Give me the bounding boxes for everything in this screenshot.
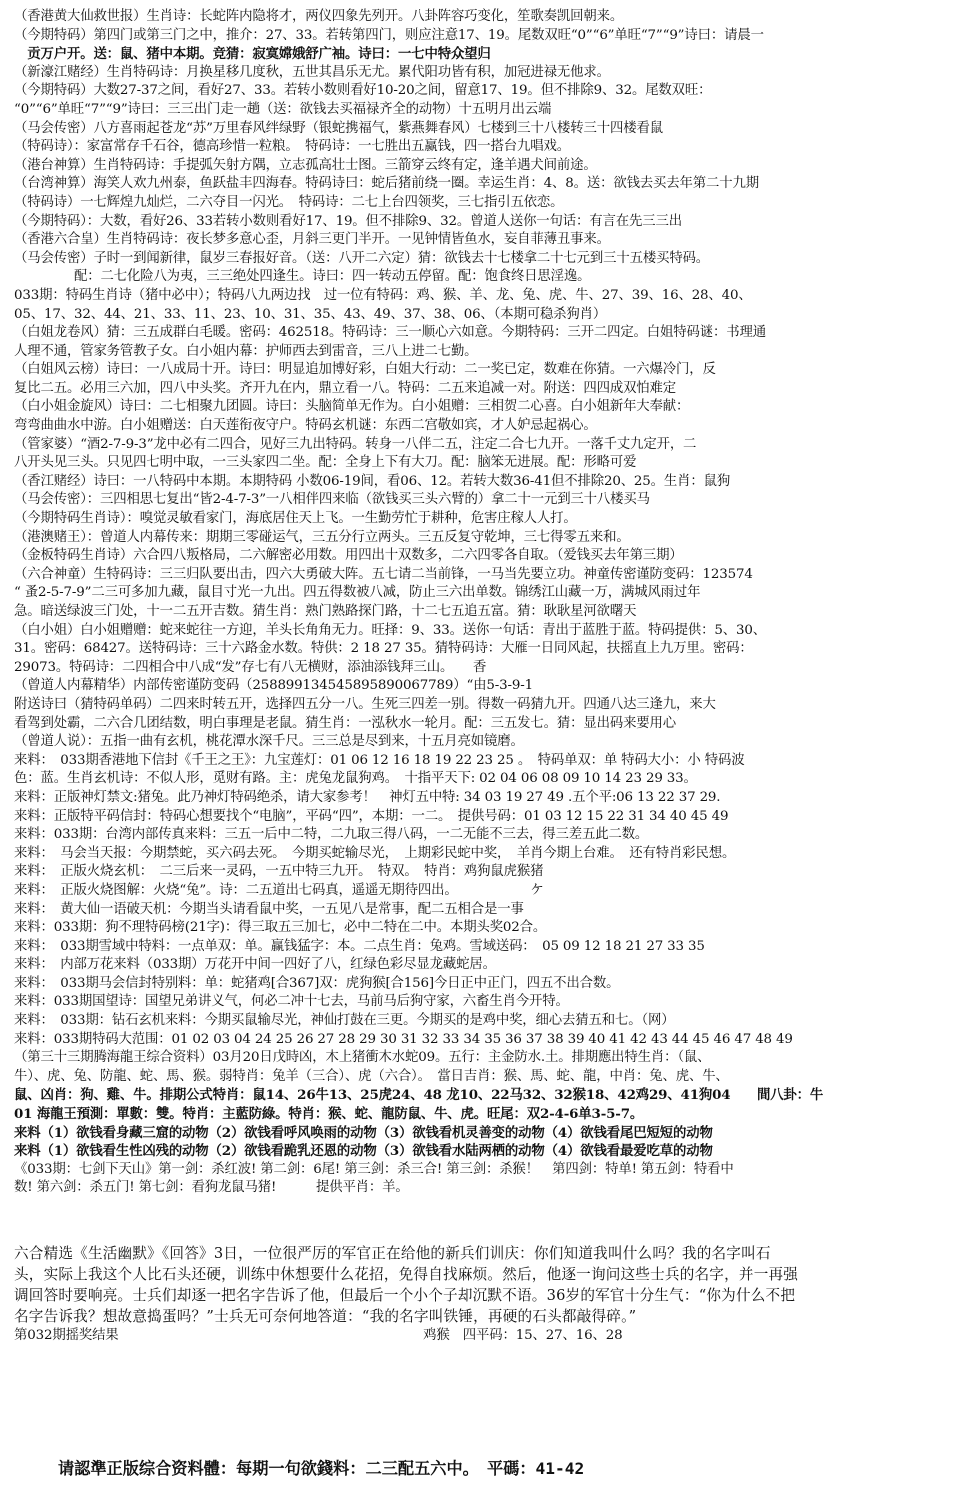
text-line: 来料： 正版火烧玄机： 二三后来一灵码，一五中特三九开。 特双。 特肖：鸡狗鼠虎猴猪 <box>14 864 544 880</box>
story-line: 六合精选《生活幽默》《回答》3日，一位很严厉的军官正在给他的新兵们训庆：你们知道我叫什么吗？我的名字叫石 <box>14 1245 771 1263</box>
text-line: （港台神算）生肖特码诗：手提弧矢射方隅，立志孤高壮士图。三箭穿云终有定，逢羊遇犬间前途。 <box>14 157 597 173</box>
text-line: （今期特码）：大数，看好26、33若转小数则看好17、19。但不排除9、32。曾道人送你一句话：有言在先三三出 <box>14 213 682 229</box>
text-line: （马会传密）：三四相思七复出“皆2-4-7-3”一八相伴四来临（欲钱买三头六臂的）拿二十一元到三十八楼买马 <box>14 492 650 508</box>
text-line: （曾道人内幕精华）内部传密谨防变码（258899134545895890067789）“由5-3-9-1 <box>14 678 533 694</box>
story-line: 调回答时要响亮。士兵们却逐一把名字告诉了他，但最后一个小个子却沉默不语。36岁的军官十分生气：“你为什么不把 <box>14 1287 796 1305</box>
text-line: 来料： 033期香港地下信封《千王之王》：九宝莲灯：01 06 12 16 18 19 22 23 25 。 特码单双：单 特码大小：小 特码波 <box>14 752 745 768</box>
text-line: （新濠江赌经）生肖特码诗：月换星移几度秋，五世其昌乐无尤。累代阳功皆有积，加冠进禄无他求。 <box>14 64 610 80</box>
text-line: 来料：033期：台湾内部传真来料：三五一后中二特，二九取三得八码，一二无能不三去，得三差五此二数。 <box>14 827 649 843</box>
text-line: （马会传密）八方喜雨起苍龙“苏”万里春风绊绿野（银蛇携福气，紫燕舞春风）七楼到三十八楼转三十四楼看鼠 <box>14 120 663 136</box>
text-line: （香港黄大仙救世报）生肖诗：长蛇阵内隐将才，两仪四象先列开。八卦阵容巧变化，笙歌奏凯回朝来。 <box>14 9 624 24</box>
text-line: （港澳赌王）：曾道人内幕传来：期期三零碰运气，三五分行立两头。三五反复守乾坤，三七得零五来和。 <box>14 529 630 545</box>
text-line: （特码诗）：家富常存千石谷，德高珍惜一粒粮。 特码诗：一七胜出五赢钱，四一搭台九唱戏。 <box>14 139 570 155</box>
main-text-column <box>14 8 968 1346</box>
text-line: 05、17、32、44、21、33、11、23、10、31、35、43、49、37、38、06、（本期可稳杀狗肖） <box>14 306 607 322</box>
text-line: （台湾神算）海笑人欢九州泰，鱼跃盐丰四海春。特码诗曰：蛇后猪前绕一圈。幸运生肖：4、8。送：欲钱去买去年第二十九期 <box>14 176 759 192</box>
text-line: 31。密码：68427。送特码诗：三十六路金水数。特供：2 18 27 35。猜特码诗：大雁一日同风起，扶摇直上九万里。密码： <box>14 641 753 657</box>
text-line: 来料：正版特平码信封：特码心想要找个“电脑”，平码“四”，本期：一二。 提供号码：01 03 12 15 22 31 34 40 45 49 <box>14 808 729 824</box>
text-line: （香江赌经）诗曰：一八特码中本期。本期特码 小数06-19间，看06、12。若转大数36-41但不排除20、25。生肖：鼠狗 <box>14 473 731 489</box>
text-line: 牛）、虎、兔、防龍、蛇、馬、猴。弱特肖：兔羊（三合）、虎（六合）。 當日吉肖：猴、馬、蛇、龍，中肖：兔、虎、牛、 <box>14 1068 729 1084</box>
text-line: 八开头见三头。只见四七明中取，一三头家四二坐。配：全身上下有大刀。配：脑笨无进展。配：形略可爱 <box>14 455 637 471</box>
text-line: 来料： 033期马会信封特别料：单：蛇猪鸡[合367]双：虎狗猴[合156]今日正中正门，四五不出合数。 <box>14 975 620 991</box>
text-line: （马会传密）子时一到闻新律，鼠岁三春报好音。（送：八开二六定）猜：欲钱去十七楼拿二十七元到三十五楼买特码。 <box>14 250 710 266</box>
text-line: “0”“6”单旺“7”“9”诗曰：三三出门走一趟（送：欲钱去买福禄齐全的动物）十五明月出云端 <box>14 101 552 117</box>
text-line: （曾道人说）：五指一曲有玄机，桃花潭水深千尺。三三总是尽到来，十五月亮如镜磨。 <box>14 734 524 750</box>
text-line: （白姐龙卷风）猜：三五成群白毛暖。密码：462518。特码诗：三一顺心六如意。今期特码：三开二四定。白姐特码谜：书理通 <box>14 325 766 341</box>
text-line: 01 海龍王預測：單數：雙。特肖：主藍防綠。特肖：猴、蛇、龍防鼠、牛、虎。旺尾：双2-4-6单3-5-7。 <box>14 1106 644 1123</box>
story-line: 名字告诉我？想故意捣蛋吗？”士兵无可奈何地答道：“我的名字叫铁锤，再硬的石头都敲得碎。” <box>14 1308 637 1326</box>
draw-result-line: 第032期摇奖结果 鸡猴 四平码：15、27、16、28 <box>14 1328 623 1344</box>
text-line <box>14 1198 968 1217</box>
text-line: （金板特码生肖诗）六合四八叛格局，二六解密必用数。用四出十双数多，二六四零各自取。（爱钱买去年第三期） <box>14 548 683 564</box>
text-line: 看驾到处霸，二六合几团结数，明白事理是老鼠。猜生肖：一泓秋水一轮月。配：三五发七。猜：显出码来要用心 <box>14 715 677 731</box>
text-line: （特码诗）一七辉煌九灿烂，二六夺目一闪光。 特码诗：二七上台四领奖，三七指引五依恋。 <box>14 194 564 210</box>
text-line: 贡万户开。送：鼠、猪中本期。竞猜：寂寞嫦娥舒广袖。诗曰：一七中特众望归 <box>14 46 491 63</box>
text-line: 弯弯曲曲水中游。白小姐赠送：白天莲衔夜守户。特码玄机谜：东西二宫敬如宾，才人妒忌起祸心。 <box>14 418 597 434</box>
text-line: 来料： 033期：钻石玄机来料：今期买鼠输尽光，神仙打鼓在三更。今期买的是鸡中奖，细心去猜五和七。（网） <box>14 1013 675 1029</box>
text-line: 来料：正版神灯禁文:猪兔。此乃神灯特码绝杀，请大家参考！ 神灯五中特: 34 03 19 27 49 .五个平:06 13 22 37 29. <box>14 789 721 805</box>
text-line: 来料（1）欲钱看身藏三窟的动物（2）欲钱看呼风唤雨的动物（3）欲钱看机灵善变的动物（4）欲钱看尾巴短短的动物 <box>14 1124 713 1141</box>
text-line: 来料： 黄大仙一语破天机：今期当头请看鼠中奖，一五见八是常事，配二五相合是一事 <box>14 901 524 917</box>
text-line: （白小姐金旋风）诗曰：二七相聚九团圆。诗曰：头脑简单无作为。白小姐赠：三相贺二心喜。白小姐新年大奉献： <box>14 399 690 415</box>
text-line: （六合神童）生特码诗：三三归队要出击，四六大勇破大阵。五七请二当前锋，一马当先要立功。神童传密谨防变码：123574 <box>14 566 753 582</box>
text-line: 鼠、凶肖：狗、雞、牛。排期公式特肖：鼠14、26牛13、25虎24、48 龙10、22马32、32猴18、42鸡29、41狗04 間八卦：牛 <box>14 1087 824 1104</box>
text-line: （白姐风云榜）诗曰：一八成局十开。诗曰：明显追加博好彩，白姐大行动：二一奖已定，数难在你猜。一六爆冷门，反 <box>14 362 716 378</box>
text-line: 复比二五。必用三六加，四八中头奖。齐开九在内，鼎立看一八。特码：二五来追减一对。附送：四四成双怕难定 <box>14 380 677 396</box>
text-line: 配：二七化险八为夷，三三绝处四逢生。诗曰：四一转动五停留。配：饱食终日思淫逸。 <box>74 269 591 285</box>
text-line: 来料： 033期雪域中特料：一点单双：单。赢钱猛字：本。二点生肖：兔鸡。雪域送码： 05 09 12 18 21 27 33 35 <box>14 938 705 954</box>
text-line: （管家婆）“酒2-7-9-3”龙中必有二四合，见好三九出特码。转身一八伴二五，注定二合七九开。一落千丈九定开，二 <box>14 436 697 452</box>
text-line: 色：蓝。生肖玄机诗：不似人形，觅财有路。主：虎兔龙鼠狗鸡。 十指平天下: 02 04 06 08 09 10 14 23 29 33。 <box>14 771 697 787</box>
text-line: （今期特码）第四门或第三门之中，推介：27、33。若转第四门，则应注意17、19。尾数双旺“0”“6”单旺“7”“9”诗曰：请晨一 <box>14 27 764 43</box>
text-line: 033期：特码生肖诗（猪中必中）；特码八九两边找 过一位有特码：鸡、猴、羊、龙、兔、虎、牛、27、39、16、28、40、 <box>14 287 752 303</box>
text-line: （今期特码）大数27-37之间，看好27、33。若转小数则看好10-20之间，留意17、19。但不排除9、32。尾数双旺： <box>14 83 712 99</box>
footer-banner: 请認準正版综合资料體：每期一句欲錢料：二三配五六中。 平碼：41-42 <box>58 1459 585 1478</box>
text-line: 急。暗送绿波三门处，十一二五开吉数。猜生肖：熟门熟路探门路，十二七五追五富。猜：耿耿星河欲曙天 <box>14 604 637 619</box>
text-line: 人理不通，管家务管教子女。白小姐内幕：护师西去到雷音，三八上进二七勤。 <box>14 343 478 359</box>
text-line: 《033期：七剑下天山》第一剑：杀红波! 第二剑：6尾! 第三剑：杀三合! 第三剑：杀猴！ 第四剑：特单! 第五剑：特看中 <box>14 1161 734 1177</box>
text-line: 29073。特码诗：二四相合中八成“发”存七有八无横财，添油添钱拜三山。 香 <box>14 659 487 675</box>
text-line: 来料（1）欲钱看生性凶残的动物（2）欲钱看跪乳还恩的动物（3）欲钱看水陆两栖的动物（4）欲钱看最爱吃草的动物 <box>14 1143 713 1160</box>
text-line <box>14 1217 968 1236</box>
text-line: 附送诗曰（猜特码单码）二四来时转五开，选择四五分一八。生死三四差一别。得数一码猜九开。四通八达三逢九，来大 <box>14 696 716 712</box>
text-line: （白小姐）白小姐赠赠：蛇来蛇往一方迎，羊头长角角无力。旺择：9、33。送你一句话：青出于蓝胜于蓝。特码提供：5、30、 <box>14 622 766 638</box>
text-line: 数! 第六剑：杀五门! 第七剑：看狗龙鼠马猪! 提供平肖：羊。 <box>14 1180 409 1196</box>
text-line: 来料： 马会当天报：今期禁蛇，买六码去死。 今期买蛇输尽光， 上期彩民蛇中奖， 羊肖今期上台难。 还有特肖彩民想。 <box>14 845 736 861</box>
text-line: 来料：033期特码大范围：01 02 03 04 24 25 26 27 28 29 30 31 32 33 34 35 36 37 38 39 40 41 42 43 44 45 46 47 48 49 <box>14 1031 793 1047</box>
spacer <box>14 1235 968 1243</box>
text-line: 来料：033期国望诗：国望兄弟讲义气，何必二冲十七去，马前马后狗守家，六畜生肖今开特。 <box>14 994 569 1010</box>
text-line: 来料：033期：狗不理特码榜(21字)：得三取五三加七，必中二特在二中。本期头奖02合。 <box>14 920 547 936</box>
text-line: （香港六合皇）生肖特码诗：夜长梦多意心歪，月斜三更门半开。一见钟情皆鱼水，妄自菲薄丑事来。 <box>14 232 610 248</box>
story-line: 头，实际上我这个人比石头还硬，训练中休想要什么花招，免得自找麻烦。然后，他逐一询问这些士兵的名字，并一再强 <box>14 1266 799 1284</box>
text-line: （第三十三期腾海龍王综合资料）03月20日戊時凶，木上猪衝木水蛇09。五行：主金防水.土。排期應出特生肖：（鼠、 <box>14 1050 711 1066</box>
text-line: 来料： 正版火烧图解：火烧“兔”。诗：二五道出七码真，遥遥无期待四出。 ケ <box>14 882 544 898</box>
text-line: （今期特码生肖诗）：嗅觉灵敏看家门，海底居住天上飞。一生勤劳忙于耕种，危害庄稼人人打。 <box>14 511 577 527</box>
text-line: 来料： 内部万花来料（033期）万花开中间一四好了八，红绿色彩尽显龙藏蛇居。 <box>14 957 496 973</box>
text-line: “ 蚤2-5-7-9”二三可多加九藏，鼠目寸光一九出。四五得数被八减，防止三六出单数。锦绣江山藏一万，满城风雨过年 <box>14 585 701 601</box>
